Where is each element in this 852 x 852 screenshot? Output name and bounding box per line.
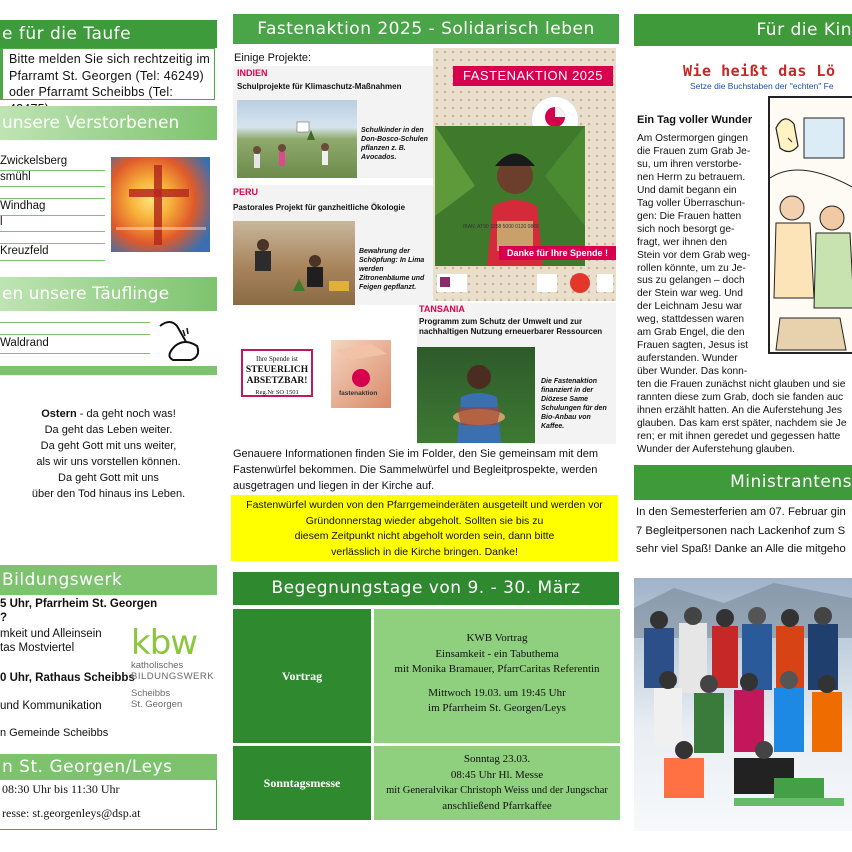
- cross-icon: [111, 157, 210, 252]
- begegnung-header: [233, 572, 619, 605]
- row-label-cell: [233, 746, 371, 820]
- cartoon-drawing: [770, 98, 852, 356]
- taufe-title: e für die Taufe: [2, 24, 132, 44]
- table-row: [233, 746, 620, 820]
- yellow-notice: [231, 495, 618, 561]
- verstorbene-title: unsere Verstorbenen: [2, 113, 180, 133]
- info-text: Genauere Informationen finden Sie im Folder, den Sie gemeinsam mit dem Fastenwürfel bekommen. Die Sammelwürfel und Begleitprospekte, werden ausgetragen und liegen in der Kirche auf.: [233, 448, 599, 492]
- notice-line: verlässlich in die Kirche bringen. Danke!: [331, 545, 518, 558]
- leys-line: 08:30 Uhr bis 11:30 Uhr: [2, 782, 120, 796]
- tansania-label: TANSANIA: [419, 304, 465, 314]
- begegnung-table: [233, 609, 620, 820]
- bildung-line: und Kommunikation: [0, 700, 102, 712]
- indien-block: [233, 66, 433, 178]
- spendenbox: [331, 340, 391, 408]
- poem-line: Da geht Gott mit uns: [58, 472, 159, 484]
- verstorbene-header: [0, 106, 217, 140]
- stamp-line: Ihre Spende ist: [256, 355, 298, 363]
- notice-line: Fastenwürfel wurden von den Pfarrgemeinderäten ausgeteilt und werden vor: [246, 499, 603, 511]
- leys-line: resse: st.georgenleys@dsp.at: [2, 806, 141, 820]
- peru-label: PERU: [233, 187, 259, 197]
- verstorbene-item: Zwickelsberg: [0, 155, 68, 167]
- baptism-icon: [155, 316, 205, 364]
- taufe-box: [0, 48, 215, 100]
- tax-stamp: [241, 349, 313, 397]
- mini-header: [634, 465, 852, 500]
- einige-label: Einige Projekte:: [234, 52, 312, 64]
- row-content-cell: KWB Vortrag Einsamkeit - ein Tabuthema mit Monika Bramauer, PfarrCaritas Referentin Mittwoch 19.03. um 19:45 Uhr im Pfarrheim St. Georgen/Leys: [374, 609, 620, 743]
- poster-photo: [435, 126, 585, 266]
- fasten-title: Fastenaktion 2025 - Solidarisch leben: [257, 19, 595, 39]
- taeufling-item: Waldrand: [0, 337, 49, 349]
- poster-logos: [437, 266, 613, 298]
- poster-iban: IBAN: AT90 3258 5000 0120 0866: [463, 224, 539, 230]
- poem-line: Da geht Gott mit uns weiter,: [40, 440, 177, 452]
- bildung-line: 5 Uhr, Pfarrheim St. Georgen: [0, 598, 158, 610]
- poster-spende: Danke für Ihre Spende !: [499, 246, 616, 260]
- bildung-line: ?: [0, 612, 8, 624]
- leys-box: [0, 780, 217, 830]
- indien-label: INDIEN: [237, 68, 268, 78]
- box-label: fastenaktion: [339, 390, 378, 397]
- puzzle-title: Wie heißt das Lö: [683, 62, 836, 80]
- bildung-line: 0 Uhr, Rathaus Scheibbs: [0, 672, 135, 684]
- poem-line: Da geht das Leben weiter.: [44, 424, 173, 436]
- indien-photo: [237, 100, 357, 178]
- bildung-header: [0, 565, 217, 595]
- taufe-line: Bitte melden Sie sich rechtzeitig im: [9, 52, 211, 66]
- mini-title: Ministrantens: [730, 472, 852, 492]
- taufe-line: Pfarramt St. Georgen (Tel: 46249): [9, 68, 204, 83]
- taufe-line: oder Pfarramt Scheibbs (Tel:: [9, 85, 173, 99]
- tansania-photo: [417, 347, 535, 443]
- separator-bar: [0, 366, 217, 375]
- verstorbene-item: l: [0, 216, 3, 228]
- stamp-line: ABSETZBAR!: [246, 376, 308, 386]
- stamp-line: Reg.Nr SO 1501: [255, 389, 299, 396]
- fasten-header: [233, 14, 619, 44]
- kbw-location: Scheibbs: [131, 688, 171, 699]
- peru-photo: [233, 221, 355, 305]
- peru-text: Pastorales Projekt für ganzheitliche Ökologie: [233, 203, 406, 212]
- indien-text: Schulprojekte für Klimaschutz-Maßnahmen: [237, 82, 402, 91]
- ski-group-photo: [634, 578, 852, 831]
- indien-caption: Schulkinder in den Don-Bosco-Schulen pflanzen z. B. Avocados.: [361, 127, 428, 161]
- leys-header: [0, 754, 217, 780]
- bildung-title: Bildungswerk: [2, 570, 123, 590]
- tansania-caption: Die Fastenaktion finanziert in der Diözese Same Schulungen für den Bio-Anbau von Kaffee.: [541, 378, 607, 430]
- puzzle-sub: Setze die Buchstaben der "echten" Fe: [690, 81, 834, 91]
- poem-line: über den Tod hinaus ins Leben.: [31, 488, 186, 500]
- mini-text: In den Semesterferien am 07. Februar gin 7 Begleitpersonen nach Lackenhof zum S sehr viel Spaß! Danke an Alle die mitgeho: [636, 506, 846, 555]
- verstorbene-item: Kreuzfeld: [0, 245, 49, 257]
- bildung-line: tas Mostviertel: [0, 642, 75, 654]
- poem-bold: Ostern: [41, 408, 77, 420]
- bildung-line: mkeit und Alleinsein: [0, 628, 102, 640]
- kbw-logo-text: kbw: [131, 623, 198, 663]
- wunder-title: Ein Tag voller Wunder: [637, 114, 753, 126]
- notice-line: Gründonnerstag wieder abgeholt. Sollten sie bis zu: [305, 514, 544, 527]
- kbw-name: BILDUNGSWERK: [131, 671, 215, 682]
- taeuflinge-header: [0, 277, 217, 311]
- bildung-line: n Gemeinde Scheibbs: [0, 727, 109, 739]
- tansania-text: Programm zum Schutz der Umwelt und zur nachhaltigen Nutzung erneuerbarer Ressourcen: [419, 317, 603, 336]
- easter-cartoon: [768, 96, 852, 354]
- row-label: Sonntagsmesse: [263, 775, 341, 790]
- kbw-location: St. Georgen: [131, 699, 183, 710]
- tansania-block: [417, 303, 616, 444]
- fasten-poster: [433, 48, 616, 301]
- row-content-cell: Sonntag 23.03. 08:45 Uhr Hl. Messe mit Generalvikar Christoph Weiss und der Jungschar anschließend Pfarrkaffee: [374, 746, 620, 820]
- verstorbene-item: Windhag: [0, 200, 46, 212]
- kinder-header: [634, 14, 852, 46]
- kbw-logo: [131, 623, 217, 710]
- table-row: [233, 609, 620, 745]
- verstorbene-item: smühl: [0, 171, 31, 183]
- stamp-line: STEUERLICH: [245, 365, 309, 375]
- box-icon: [331, 340, 391, 408]
- wunder-text: Am Ostermorgen gingen die Frauen zum Grab Je- su, um ihren verstorbe- nen Herrn zu betrauern. Und damit begann ein Tag voller Überraschun- gen: Die Frauen hatten sich noch besorgt ge- fragt, wer ihnen den Stein vor dem Grab weg- rollen könnte, um zu Je- sus zu gelangen – doch der Stein war weg. Und der Leichnam Jesu war weg, stattdessen waren am Grab Engel, die den Frauen sagten, Jesus ist auferstanden. Wunder über Wunder. Das konn- ten die Frauen zunächst nicht glauben und sie rannten diese zum Grab, doch sie fanden auc ihnen erzählt hatten. An die Auferstehung Jes glauben. Das kam erst später, nachdem sie Je ren; er mit ihnen geredet und gegessen hatte Wunder der Auferstehung glauben.: [637, 133, 847, 455]
- notice-line: diesem Zeitpunkt nicht abgeholt worden sein, dann bitte: [294, 530, 555, 542]
- row-label-cell: [233, 609, 371, 743]
- kbw-name: katholisches: [131, 660, 184, 671]
- peru-caption: Bewahrung der Schöpfung: In Lima werden Zitronenbäume und Feigen gepflanzt.: [359, 248, 425, 291]
- cross-painting: [111, 157, 210, 252]
- row-label: Vortrag: [281, 668, 323, 683]
- poster-title: FASTENAKTION 2025: [453, 66, 613, 86]
- kinder-title: Für die Kin: [756, 20, 852, 40]
- taeuflinge-title: en unsere Täuflinge: [2, 284, 170, 304]
- begegnung-title: Begegnungstage von 9. - 30. März: [271, 578, 581, 598]
- poem-line: als wir uns vorstellen können.: [36, 456, 181, 468]
- leys-title: n St. Georgen/Leys: [2, 757, 173, 777]
- taufe-header: [0, 20, 217, 48]
- easter-poem: Ostern - da geht noch was! Da geht das Leben weiter. Da geht Gott mit uns weiter, als wir uns vorstellen können. Da geht Gott mit uns über den Tod hinaus ins Leben.: [0, 406, 217, 502]
- peru-block: [233, 185, 433, 305]
